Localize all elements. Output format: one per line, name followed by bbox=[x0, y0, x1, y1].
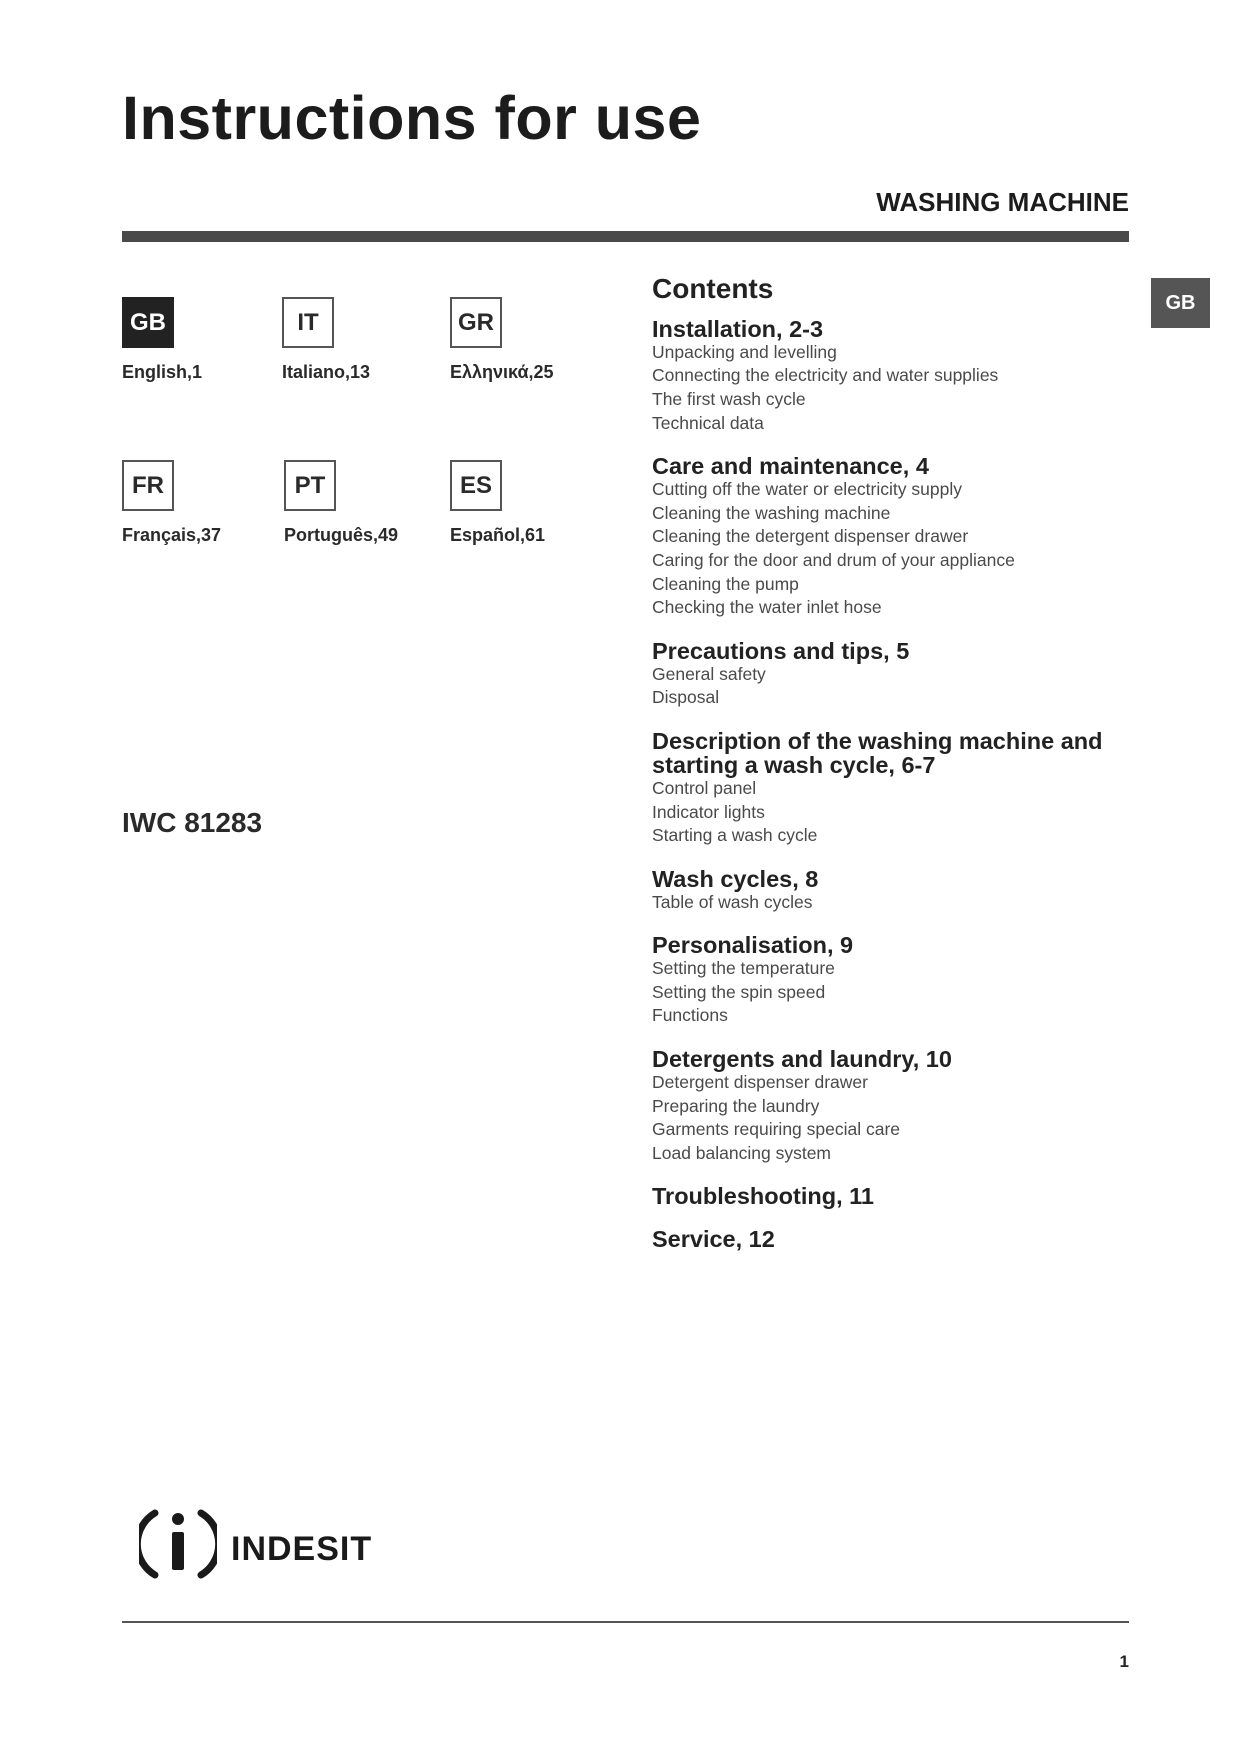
language-gb[interactable] bbox=[122, 297, 202, 383]
model-number: IWC 81283 bbox=[122, 807, 263, 838]
contents-section bbox=[652, 867, 1152, 915]
contents-section bbox=[652, 454, 1152, 620]
section-item-link[interactable]: Functions bbox=[652, 1005, 728, 1026]
section-item-link[interactable]: Technical data bbox=[652, 412, 764, 433]
section-item-link[interactable]: Connecting the electricity and water supplies bbox=[652, 365, 999, 386]
language-gr[interactable] bbox=[450, 297, 554, 383]
section-title-link[interactable]: Precautions and tips, 5 bbox=[652, 637, 910, 664]
language-it[interactable] bbox=[282, 297, 370, 383]
language-fr[interactable] bbox=[122, 460, 221, 546]
section-item-link[interactable]: Indicator lights bbox=[652, 801, 765, 822]
section-title-link[interactable]: Detergents and laundry, 10 bbox=[652, 1046, 952, 1073]
language-code: ES bbox=[450, 460, 502, 511]
section-item-link[interactable]: Load balancing system bbox=[652, 1142, 831, 1163]
section-item-link[interactable]: Setting the temperature bbox=[652, 958, 835, 979]
language-label: Ελληνικά,25 bbox=[450, 362, 554, 382]
section-item-link[interactable]: Garments requiring special care bbox=[652, 1119, 901, 1140]
section-item-link[interactable]: Cleaning the pump bbox=[652, 573, 799, 594]
section-item-link[interactable]: Cleaning the washing machine bbox=[652, 502, 891, 523]
language-es[interactable] bbox=[450, 460, 545, 546]
table-of-contents bbox=[652, 274, 1152, 1270]
section-item-link[interactable]: Cutting off the water or electricity supply bbox=[652, 479, 962, 500]
contents-section bbox=[652, 1227, 1152, 1251]
header-divider bbox=[122, 231, 1129, 242]
section-title-link[interactable]: Personalisation, 9 bbox=[652, 932, 854, 959]
language-code: PT bbox=[284, 460, 336, 511]
section-item-link[interactable]: Disposal bbox=[652, 687, 720, 708]
contents-section bbox=[652, 933, 1152, 1028]
language-label: Español,61 bbox=[450, 525, 546, 545]
section-title-link[interactable]: Troubleshooting, 11 bbox=[652, 1183, 874, 1210]
section-item-link[interactable]: Detergent dispenser drawer bbox=[652, 1072, 868, 1093]
language-label: Português,49 bbox=[284, 525, 399, 545]
brand-logo bbox=[139, 1505, 372, 1583]
indesit-i-logo-icon bbox=[139, 1505, 217, 1583]
section-item-link[interactable]: Control panel bbox=[652, 777, 757, 798]
section-item-link[interactable]: Starting a wash cycle bbox=[652, 825, 818, 846]
contents-heading: Contents bbox=[652, 273, 774, 304]
language-label: Italiano,13 bbox=[282, 362, 371, 382]
section-item-link[interactable]: Checking the water inlet hose bbox=[652, 597, 882, 618]
section-item-link[interactable]: Setting the spin speed bbox=[652, 981, 826, 1002]
language-code: FR bbox=[122, 460, 174, 511]
section-title-link[interactable]: Installation, 2-3 bbox=[652, 315, 824, 342]
contents-section bbox=[652, 1184, 1152, 1208]
section-item-link[interactable]: General safety bbox=[652, 663, 766, 684]
section-item-link[interactable]: Table of wash cycles bbox=[652, 891, 813, 912]
page-number: 1 bbox=[1119, 1652, 1129, 1671]
contents-section bbox=[652, 1047, 1152, 1165]
language-label: Français,37 bbox=[122, 525, 222, 545]
section-title-link[interactable]: Care and maintenance, 4 bbox=[652, 453, 929, 480]
brand-wordmark: indesit bbox=[231, 1516, 373, 1571]
language-label: English,1 bbox=[122, 362, 203, 382]
language-code: GR bbox=[450, 297, 502, 348]
language-code: GB bbox=[122, 297, 174, 348]
contents-section bbox=[652, 639, 1152, 710]
section-item-link[interactable]: The first wash cycle bbox=[652, 388, 806, 409]
contents-sections bbox=[652, 317, 1152, 1252]
contents-section bbox=[652, 729, 1152, 848]
section-title-link[interactable]: Service, 12 bbox=[652, 1226, 775, 1253]
language-side-tab[interactable]: GB bbox=[1151, 278, 1210, 328]
section-title-link[interactable]: Wash cycles, 8 bbox=[652, 865, 819, 892]
product-type: WASHING MACHINE bbox=[876, 187, 1129, 217]
page-title: Instructions for use bbox=[122, 84, 702, 152]
language-code: IT bbox=[282, 297, 334, 348]
footer-divider bbox=[122, 1621, 1129, 1623]
contents-section bbox=[652, 317, 1152, 435]
section-item-link[interactable]: Caring for the door and drum of your appliance bbox=[652, 549, 1015, 570]
section-item-link[interactable]: Preparing the laundry bbox=[652, 1095, 820, 1116]
section-item-link[interactable]: Cleaning the detergent dispenser drawer bbox=[652, 526, 969, 547]
language-pt[interactable] bbox=[284, 460, 398, 546]
section-title-link[interactable]: Description of the washing machine and starting a wash cycle, 6-7 bbox=[652, 727, 1103, 778]
section-item-link[interactable]: Unpacking and levelling bbox=[652, 341, 837, 362]
